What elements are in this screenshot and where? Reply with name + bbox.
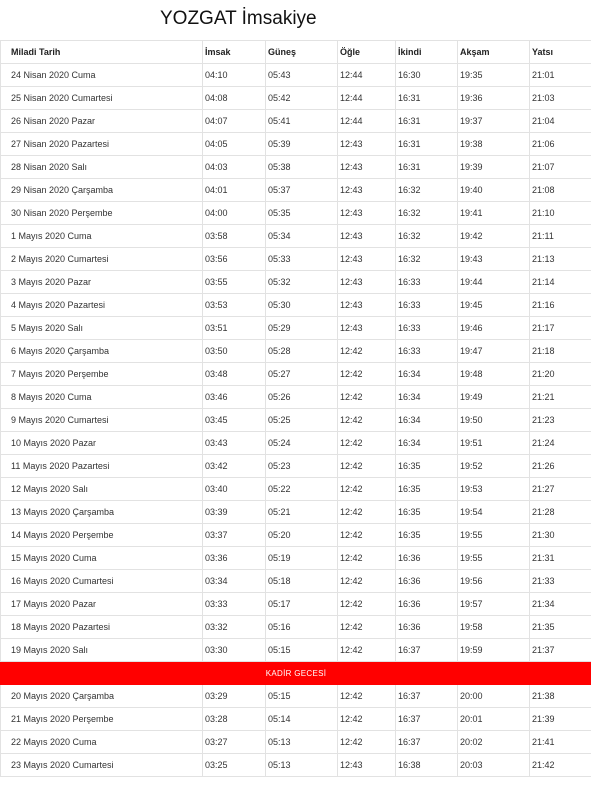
cell-date: 16 Mayıs 2020 Cumartesi <box>1 570 203 593</box>
cell-ogle: 12:42 <box>338 455 396 478</box>
cell-aksam: 19:44 <box>458 271 530 294</box>
cell-imsak: 03:46 <box>203 386 266 409</box>
table-row <box>1 202 591 225</box>
cell-imsak: 03:28 <box>203 708 266 731</box>
cell-date: 2 Mayıs 2020 Cumartesi <box>1 248 203 271</box>
table-row <box>1 501 591 524</box>
table-row <box>1 524 591 547</box>
cell-ikindi: 16:31 <box>396 133 458 156</box>
cell-ikindi: 16:32 <box>396 248 458 271</box>
cell-gunes: 05:20 <box>266 524 338 547</box>
cell-yatsi: 21:16 <box>530 294 591 317</box>
cell-gunes: 05:32 <box>266 271 338 294</box>
cell-ogle: 12:42 <box>338 708 396 731</box>
cell-aksam: 20:01 <box>458 708 530 731</box>
cell-aksam: 19:48 <box>458 363 530 386</box>
cell-date: 18 Mayıs 2020 Pazartesi <box>1 616 203 639</box>
cell-date: 13 Mayıs 2020 Çarşamba <box>1 501 203 524</box>
cell-imsak: 03:29 <box>203 685 266 708</box>
cell-aksam: 19:37 <box>458 110 530 133</box>
cell-imsak: 03:42 <box>203 455 266 478</box>
cell-ikindi: 16:32 <box>396 202 458 225</box>
cell-gunes: 05:28 <box>266 340 338 363</box>
cell-gunes: 05:43 <box>266 64 338 87</box>
cell-aksam: 19:36 <box>458 87 530 110</box>
table-row <box>1 294 591 317</box>
cell-yatsi: 21:17 <box>530 317 591 340</box>
cell-gunes: 05:42 <box>266 87 338 110</box>
cell-ogle: 12:42 <box>338 524 396 547</box>
cell-yatsi: 21:26 <box>530 455 591 478</box>
cell-aksam: 19:57 <box>458 593 530 616</box>
cell-date: 8 Mayıs 2020 Cuma <box>1 386 203 409</box>
cell-yatsi: 21:01 <box>530 64 591 87</box>
cell-yatsi: 21:21 <box>530 386 591 409</box>
cell-date: 10 Mayıs 2020 Pazar <box>1 432 203 455</box>
cell-aksam: 19:56 <box>458 570 530 593</box>
cell-aksam: 19:54 <box>458 501 530 524</box>
cell-ogle: 12:43 <box>338 225 396 248</box>
cell-ogle: 12:42 <box>338 363 396 386</box>
cell-date: 22 Mayıs 2020 Cuma <box>1 731 203 754</box>
cell-ikindi: 16:33 <box>396 271 458 294</box>
cell-ikindi: 16:36 <box>396 547 458 570</box>
kadir-gecesi-row <box>1 662 591 685</box>
table-row <box>1 363 591 386</box>
cell-ogle: 12:42 <box>338 386 396 409</box>
cell-imsak: 04:10 <box>203 64 266 87</box>
table-row <box>1 478 591 501</box>
cell-yatsi: 21:42 <box>530 754 591 777</box>
cell-gunes: 05:39 <box>266 133 338 156</box>
header-miladi-tarih: Miladi Tarih <box>1 41 203 64</box>
cell-ogle: 12:42 <box>338 616 396 639</box>
cell-gunes: 05:21 <box>266 501 338 524</box>
cell-date: 28 Nisan 2020 Salı <box>1 156 203 179</box>
cell-gunes: 05:35 <box>266 202 338 225</box>
cell-aksam: 19:47 <box>458 340 530 363</box>
cell-ogle: 12:44 <box>338 87 396 110</box>
table-row <box>1 708 591 731</box>
cell-date: 29 Nisan 2020 Çarşamba <box>1 179 203 202</box>
table-row <box>1 593 591 616</box>
cell-date: 6 Mayıs 2020 Çarşamba <box>1 340 203 363</box>
cell-ikindi: 16:32 <box>396 179 458 202</box>
cell-imsak: 03:50 <box>203 340 266 363</box>
cell-date: 15 Mayıs 2020 Cuma <box>1 547 203 570</box>
cell-gunes: 05:27 <box>266 363 338 386</box>
cell-yatsi: 21:27 <box>530 478 591 501</box>
cell-ikindi: 16:35 <box>396 455 458 478</box>
cell-imsak: 04:01 <box>203 179 266 202</box>
table-row <box>1 87 591 110</box>
cell-date: 27 Nisan 2020 Pazartesi <box>1 133 203 156</box>
table-row <box>1 156 591 179</box>
cell-yatsi: 21:34 <box>530 593 591 616</box>
cell-aksam: 19:40 <box>458 179 530 202</box>
cell-ikindi: 16:34 <box>396 386 458 409</box>
table-row <box>1 133 591 156</box>
header-row <box>1 41 591 64</box>
cell-ikindi: 16:35 <box>396 524 458 547</box>
cell-ikindi: 16:34 <box>396 363 458 386</box>
cell-yatsi: 21:04 <box>530 110 591 133</box>
cell-yatsi: 21:14 <box>530 271 591 294</box>
cell-aksam: 20:00 <box>458 685 530 708</box>
cell-ikindi: 16:35 <box>396 501 458 524</box>
cell-ikindi: 16:38 <box>396 754 458 777</box>
cell-yatsi: 21:37 <box>530 639 591 662</box>
table-row <box>1 432 591 455</box>
cell-aksam: 19:50 <box>458 409 530 432</box>
cell-yatsi: 21:20 <box>530 363 591 386</box>
cell-aksam: 19:51 <box>458 432 530 455</box>
table-row <box>1 110 591 133</box>
cell-imsak: 03:30 <box>203 639 266 662</box>
cell-ikindi: 16:37 <box>396 685 458 708</box>
cell-imsak: 03:40 <box>203 478 266 501</box>
cell-aksam: 20:02 <box>458 731 530 754</box>
cell-date: 7 Mayıs 2020 Perşembe <box>1 363 203 386</box>
table-row <box>1 340 591 363</box>
cell-yatsi: 21:23 <box>530 409 591 432</box>
cell-gunes: 05:13 <box>266 731 338 754</box>
cell-imsak: 03:32 <box>203 616 266 639</box>
cell-ogle: 12:43 <box>338 317 396 340</box>
cell-yatsi: 21:03 <box>530 87 591 110</box>
cell-date: 24 Nisan 2020 Cuma <box>1 64 203 87</box>
cell-aksam: 19:42 <box>458 225 530 248</box>
cell-yatsi: 21:28 <box>530 501 591 524</box>
cell-yatsi: 21:41 <box>530 731 591 754</box>
cell-ogle: 12:43 <box>338 271 396 294</box>
table-row <box>1 685 591 708</box>
table-row <box>1 317 591 340</box>
cell-ikindi: 16:36 <box>396 593 458 616</box>
cell-yatsi: 21:10 <box>530 202 591 225</box>
table-row <box>1 64 591 87</box>
cell-yatsi: 21:30 <box>530 524 591 547</box>
cell-gunes: 05:14 <box>266 708 338 731</box>
cell-ikindi: 16:31 <box>396 156 458 179</box>
cell-ikindi: 16:36 <box>396 570 458 593</box>
cell-imsak: 03:56 <box>203 248 266 271</box>
header-yatsi: Yatsı <box>530 41 591 64</box>
cell-ogle: 12:42 <box>338 570 396 593</box>
cell-ogle: 12:43 <box>338 294 396 317</box>
cell-aksam: 19:49 <box>458 386 530 409</box>
cell-ogle: 12:44 <box>338 64 396 87</box>
cell-aksam: 19:45 <box>458 294 530 317</box>
header-ogle: Öğle <box>338 41 396 64</box>
cell-ikindi: 16:37 <box>396 731 458 754</box>
cell-yatsi: 21:35 <box>530 616 591 639</box>
table-row <box>1 547 591 570</box>
cell-aksam: 19:41 <box>458 202 530 225</box>
cell-aksam: 19:53 <box>458 478 530 501</box>
cell-yatsi: 21:08 <box>530 179 591 202</box>
cell-yatsi: 21:06 <box>530 133 591 156</box>
cell-gunes: 05:25 <box>266 409 338 432</box>
cell-date: 20 Mayıs 2020 Çarşamba <box>1 685 203 708</box>
cell-ikindi: 16:34 <box>396 432 458 455</box>
cell-ogle: 12:42 <box>338 685 396 708</box>
cell-gunes: 05:19 <box>266 547 338 570</box>
cell-aksam: 19:46 <box>458 317 530 340</box>
table-row <box>1 754 591 777</box>
cell-gunes: 05:15 <box>266 685 338 708</box>
cell-imsak: 03:53 <box>203 294 266 317</box>
cell-aksam: 20:03 <box>458 754 530 777</box>
cell-imsak: 04:03 <box>203 156 266 179</box>
cell-gunes: 05:34 <box>266 225 338 248</box>
cell-imsak: 03:34 <box>203 570 266 593</box>
cell-imsak: 03:45 <box>203 409 266 432</box>
cell-imsak: 04:07 <box>203 110 266 133</box>
cell-date: 11 Mayıs 2020 Pazartesi <box>1 455 203 478</box>
table-row <box>1 386 591 409</box>
cell-ikindi: 16:34 <box>396 409 458 432</box>
cell-ikindi: 16:31 <box>396 87 458 110</box>
table-row <box>1 248 591 271</box>
cell-date: 14 Mayıs 2020 Perşembe <box>1 524 203 547</box>
cell-yatsi: 21:24 <box>530 432 591 455</box>
table-body <box>1 64 591 777</box>
cell-aksam: 19:52 <box>458 455 530 478</box>
cell-imsak: 03:25 <box>203 754 266 777</box>
cell-yatsi: 21:38 <box>530 685 591 708</box>
cell-ikindi: 16:37 <box>396 639 458 662</box>
cell-gunes: 05:13 <box>266 754 338 777</box>
cell-yatsi: 21:39 <box>530 708 591 731</box>
cell-ikindi: 16:33 <box>396 317 458 340</box>
cell-ogle: 12:42 <box>338 501 396 524</box>
cell-gunes: 05:38 <box>266 156 338 179</box>
cell-imsak: 03:43 <box>203 432 266 455</box>
cell-ikindi: 16:32 <box>396 225 458 248</box>
cell-imsak: 03:39 <box>203 501 266 524</box>
table-row <box>1 179 591 202</box>
cell-ikindi: 16:31 <box>396 110 458 133</box>
cell-aksam: 19:55 <box>458 524 530 547</box>
cell-ogle: 12:43 <box>338 202 396 225</box>
cell-gunes: 05:24 <box>266 432 338 455</box>
cell-yatsi: 21:33 <box>530 570 591 593</box>
cell-date: 17 Mayıs 2020 Pazar <box>1 593 203 616</box>
cell-yatsi: 21:13 <box>530 248 591 271</box>
cell-date: 19 Mayıs 2020 Salı <box>1 639 203 662</box>
cell-ogle: 12:42 <box>338 478 396 501</box>
cell-ogle: 12:42 <box>338 432 396 455</box>
table-row <box>1 271 591 294</box>
cell-gunes: 05:33 <box>266 248 338 271</box>
cell-date: 12 Mayıs 2020 Salı <box>1 478 203 501</box>
cell-ogle: 12:43 <box>338 156 396 179</box>
cell-imsak: 03:58 <box>203 225 266 248</box>
cell-ogle: 12:43 <box>338 133 396 156</box>
cell-date: 3 Mayıs 2020 Pazar <box>1 271 203 294</box>
cell-imsak: 03:37 <box>203 524 266 547</box>
cell-gunes: 05:22 <box>266 478 338 501</box>
cell-aksam: 19:43 <box>458 248 530 271</box>
cell-gunes: 05:41 <box>266 110 338 133</box>
header-gunes: Güneş <box>266 41 338 64</box>
cell-gunes: 05:29 <box>266 317 338 340</box>
cell-date: 4 Mayıs 2020 Pazartesi <box>1 294 203 317</box>
cell-yatsi: 21:11 <box>530 225 591 248</box>
cell-aksam: 19:38 <box>458 133 530 156</box>
cell-imsak: 03:27 <box>203 731 266 754</box>
cell-imsak: 03:51 <box>203 317 266 340</box>
cell-imsak: 04:08 <box>203 87 266 110</box>
cell-ogle: 12:42 <box>338 409 396 432</box>
cell-ikindi: 16:37 <box>396 708 458 731</box>
cell-aksam: 19:55 <box>458 547 530 570</box>
cell-ogle: 12:43 <box>338 179 396 202</box>
table-row <box>1 639 591 662</box>
cell-date: 23 Mayıs 2020 Cumartesi <box>1 754 203 777</box>
table-row <box>1 455 591 478</box>
cell-ogle: 12:42 <box>338 639 396 662</box>
table-row <box>1 731 591 754</box>
cell-date: 9 Mayıs 2020 Cumartesi <box>1 409 203 432</box>
cell-yatsi: 21:18 <box>530 340 591 363</box>
cell-date: 5 Mayıs 2020 Salı <box>1 317 203 340</box>
table-row <box>1 409 591 432</box>
cell-gunes: 05:37 <box>266 179 338 202</box>
cell-ikindi: 16:33 <box>396 340 458 363</box>
cell-imsak: 03:33 <box>203 593 266 616</box>
header-ikindi: İkindi <box>396 41 458 64</box>
cell-aksam: 19:58 <box>458 616 530 639</box>
table-row <box>1 616 591 639</box>
cell-date: 21 Mayıs 2020 Perşembe <box>1 708 203 731</box>
cell-ikindi: 16:35 <box>396 478 458 501</box>
cell-ogle: 12:43 <box>338 248 396 271</box>
cell-yatsi: 21:31 <box>530 547 591 570</box>
cell-ogle: 12:44 <box>338 110 396 133</box>
cell-ogle: 12:42 <box>338 593 396 616</box>
cell-ogle: 12:42 <box>338 731 396 754</box>
cell-imsak: 03:55 <box>203 271 266 294</box>
cell-gunes: 05:16 <box>266 616 338 639</box>
cell-ikindi: 16:36 <box>396 616 458 639</box>
table-row <box>1 225 591 248</box>
cell-ikindi: 16:33 <box>396 294 458 317</box>
cell-date: 1 Mayıs 2020 Cuma <box>1 225 203 248</box>
imsakiye-table <box>0 40 591 777</box>
cell-imsak: 04:00 <box>203 202 266 225</box>
cell-ogle: 12:42 <box>338 340 396 363</box>
cell-date: 26 Nisan 2020 Pazar <box>1 110 203 133</box>
page-title: YOZGAT İmsakiye <box>160 8 317 29</box>
header-imsak: İmsak <box>203 41 266 64</box>
cell-gunes: 05:23 <box>266 455 338 478</box>
kadir-gecesi-label: KADİR GECESİ <box>1 662 591 685</box>
cell-date: 30 Nisan 2020 Perşembe <box>1 202 203 225</box>
cell-aksam: 19:35 <box>458 64 530 87</box>
cell-gunes: 05:30 <box>266 294 338 317</box>
cell-ikindi: 16:30 <box>396 64 458 87</box>
table-row <box>1 570 591 593</box>
cell-imsak: 03:48 <box>203 363 266 386</box>
cell-ogle: 12:42 <box>338 547 396 570</box>
cell-aksam: 19:39 <box>458 156 530 179</box>
cell-gunes: 05:26 <box>266 386 338 409</box>
cell-yatsi: 21:07 <box>530 156 591 179</box>
cell-ogle: 12:43 <box>338 754 396 777</box>
cell-imsak: 03:36 <box>203 547 266 570</box>
header-aksam: Akşam <box>458 41 530 64</box>
cell-gunes: 05:15 <box>266 639 338 662</box>
cell-imsak: 04:05 <box>203 133 266 156</box>
cell-aksam: 19:59 <box>458 639 530 662</box>
cell-gunes: 05:18 <box>266 570 338 593</box>
cell-date: 25 Nisan 2020 Cumartesi <box>1 87 203 110</box>
cell-gunes: 05:17 <box>266 593 338 616</box>
